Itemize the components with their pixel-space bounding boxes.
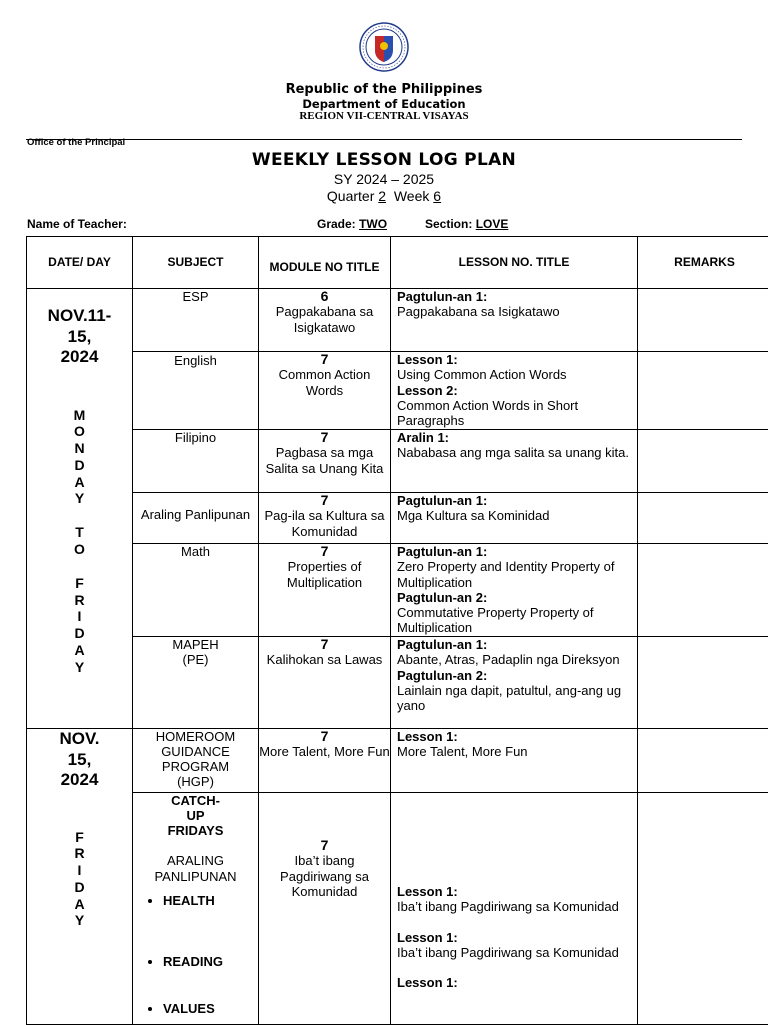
catchup-bullet: • READING bbox=[163, 954, 258, 969]
lesson-cell bbox=[391, 637, 638, 729]
lesson-cell bbox=[391, 729, 638, 793]
date-line: NOV. bbox=[27, 729, 132, 750]
module-cell bbox=[259, 637, 391, 729]
subject-cell: HOMEROOM GUIDANCE PROGRAM (HGP) bbox=[133, 729, 259, 793]
lesson-cell bbox=[391, 352, 638, 430]
header-divider bbox=[26, 139, 742, 140]
day-letter: I bbox=[27, 862, 132, 879]
date-line: 15, bbox=[27, 327, 132, 348]
lesson-label: Pagtulun-an 2: bbox=[397, 668, 633, 683]
teacher-label: Name of Teacher: bbox=[27, 217, 127, 231]
day-letter: F bbox=[27, 829, 132, 846]
table-row bbox=[27, 289, 768, 352]
lesson-label: Lesson 1: bbox=[397, 975, 633, 990]
day-letter bbox=[27, 558, 132, 575]
table-row bbox=[27, 637, 768, 729]
table-row bbox=[27, 793, 768, 1025]
remarks-cell bbox=[638, 637, 768, 729]
module-cell bbox=[259, 493, 391, 544]
remarks-cell bbox=[638, 793, 768, 1025]
catchup-ap-subject: ARALING PANLIPUNAN bbox=[133, 853, 258, 884]
module-title: More Talent, More Fun bbox=[259, 744, 390, 760]
quarter-week bbox=[0, 188, 768, 204]
remarks-cell bbox=[638, 544, 768, 637]
document-title: WEEKLY LESSON LOG PLAN bbox=[0, 150, 768, 170]
section-info bbox=[425, 217, 508, 231]
department-heading: Department of Education bbox=[0, 97, 768, 111]
day-letter: R bbox=[27, 845, 132, 862]
column-header: MODULE NO TITLE bbox=[259, 237, 391, 289]
catchup-bullet: • HEALTH bbox=[163, 893, 258, 908]
module-cell bbox=[259, 430, 391, 493]
subject-cell: Araling Panlipunan bbox=[133, 493, 259, 544]
day-letter: R bbox=[27, 592, 132, 609]
lesson-text: Iba’t ibang Pagdiriwang sa Komunidad bbox=[397, 899, 633, 914]
lesson-label: Lesson 1: bbox=[397, 930, 633, 945]
table-row bbox=[27, 729, 768, 793]
quarter-value: 2 bbox=[378, 188, 386, 204]
module-number: 7 bbox=[259, 430, 390, 445]
module-cell bbox=[259, 793, 391, 1025]
lesson-text: Using Common Action Words bbox=[397, 367, 633, 382]
lesson-cell bbox=[391, 493, 638, 544]
module-number: 7 bbox=[259, 838, 390, 853]
table-row bbox=[27, 544, 768, 637]
date-line: 2024 bbox=[27, 347, 132, 368]
section-value: LOVE bbox=[476, 217, 509, 231]
lesson-log-table bbox=[26, 236, 768, 1025]
grade-info bbox=[317, 217, 387, 231]
column-header: SUBJECT bbox=[133, 237, 259, 289]
remarks-cell bbox=[638, 289, 768, 352]
region-heading: REGION VII-CENTRAL VISAYAS bbox=[0, 110, 768, 122]
subject-cell: ESP bbox=[133, 289, 259, 352]
grade-label: Grade: bbox=[317, 217, 356, 231]
lesson-label: Pagtulun-an 1: bbox=[397, 493, 633, 508]
catchup-bullet: • VALUES bbox=[163, 1001, 258, 1016]
module-title: Common Action Words bbox=[259, 367, 390, 398]
catchup-subject-cell bbox=[133, 793, 259, 1025]
lesson-text: Mga Kultura sa Kominidad bbox=[397, 508, 633, 523]
remarks-cell bbox=[638, 493, 768, 544]
lesson-cell bbox=[391, 289, 638, 352]
day-letter: N bbox=[27, 440, 132, 457]
lesson-cell bbox=[391, 544, 638, 637]
section-label: Section: bbox=[425, 217, 472, 231]
grade-value: TWO bbox=[359, 217, 387, 231]
module-title: Pag-ila sa Kultura sa Komunidad bbox=[259, 508, 390, 539]
day-letter: T bbox=[27, 524, 132, 541]
column-header: REMARKS bbox=[638, 237, 768, 289]
module-number: 7 bbox=[259, 493, 390, 508]
module-cell bbox=[259, 544, 391, 637]
day-letter: O bbox=[27, 423, 132, 440]
lesson-cell bbox=[391, 793, 638, 1025]
day-letter: Y bbox=[27, 490, 132, 507]
table-row bbox=[27, 352, 768, 430]
catchup-title: CATCH-UP FRIDAYS bbox=[133, 793, 258, 838]
quarter-label: Quarter bbox=[327, 188, 374, 204]
day-letter: Y bbox=[27, 659, 132, 676]
day-letter: A bbox=[27, 474, 132, 491]
lesson-label: Lesson 1: bbox=[397, 729, 633, 744]
module-number: 7 bbox=[259, 637, 390, 652]
module-number: 7 bbox=[259, 544, 390, 559]
table-header-row bbox=[27, 237, 768, 289]
remarks-cell bbox=[638, 352, 768, 430]
school-year: SY 2024 – 2025 bbox=[0, 171, 768, 187]
lesson-text: Nababasa ang mga salita sa unang kita. bbox=[397, 445, 633, 460]
lesson-label: Pagtulun-an 1: bbox=[397, 289, 633, 304]
day-letter: O bbox=[27, 541, 132, 558]
lesson-label: Lesson 1: bbox=[397, 884, 633, 899]
module-number: 7 bbox=[259, 729, 390, 744]
lesson-label: Pagtulun-an 2: bbox=[397, 590, 633, 605]
lesson-text: Commutative Property Property of Multiplication bbox=[397, 605, 633, 636]
column-header: LESSON NO. TITLE bbox=[391, 237, 638, 289]
lesson-text: Iba’t ibang Pagdiriwang sa Komunidad bbox=[397, 945, 633, 960]
lesson-text: Pagpakabana sa Isigkatawo bbox=[397, 304, 633, 319]
table-row bbox=[27, 493, 768, 544]
week-label: Week bbox=[394, 188, 430, 204]
day-letter: A bbox=[27, 642, 132, 659]
module-cell bbox=[259, 289, 391, 352]
module-title: Kalihokan sa Lawas bbox=[259, 652, 390, 668]
office-label: Office of the Principal bbox=[27, 137, 125, 148]
date-cell-friday bbox=[27, 729, 133, 1025]
subject-cell: Math bbox=[133, 544, 259, 637]
day-letter bbox=[27, 507, 132, 524]
day-letter: D bbox=[27, 625, 132, 642]
module-number: 7 bbox=[259, 352, 390, 367]
day-letter: F bbox=[27, 575, 132, 592]
day-letter: I bbox=[27, 608, 132, 625]
deped-seal-logo bbox=[359, 22, 409, 72]
module-number: 6 bbox=[259, 289, 390, 304]
module-cell bbox=[259, 729, 391, 793]
column-header: DATE/ DAY bbox=[27, 237, 133, 289]
module-title: Pagbasa sa mga Salita sa Unang Kita bbox=[259, 445, 390, 476]
subject-cell: Filipino bbox=[133, 430, 259, 493]
republic-heading: Republic of the Philippines bbox=[0, 82, 768, 97]
date-line: 2024 bbox=[27, 770, 132, 791]
day-letter: Y bbox=[27, 912, 132, 929]
lesson-label: Lesson 1: bbox=[397, 352, 633, 367]
lesson-label: Pagtulun-an 1: bbox=[397, 544, 633, 559]
lesson-label: Pagtulun-an 1: bbox=[397, 637, 633, 652]
module-title: Pagpakabana sa Isigkatawo bbox=[259, 304, 390, 335]
lesson-text: Abante, Atras, Padaplin nga Direksyon bbox=[397, 652, 633, 667]
day-letter: D bbox=[27, 457, 132, 474]
lesson-text: Zero Property and Identity Property of Multiplication bbox=[397, 559, 633, 590]
date-cell-week bbox=[27, 289, 133, 729]
lesson-text: More Talent, More Fun bbox=[397, 744, 633, 759]
module-title: Iba’t ibang Pagdiriwang sa Komunidad bbox=[259, 853, 390, 900]
date-line: 15, bbox=[27, 750, 132, 771]
lesson-text: Lainlain nga dapit, patultul, ang-ang ug yano bbox=[397, 683, 633, 714]
lesson-label: Lesson 2: bbox=[397, 383, 633, 398]
subject-cell: MAPEH (PE) bbox=[133, 637, 259, 729]
day-letter: A bbox=[27, 896, 132, 913]
lesson-text: Common Action Words in Short Paragraphs bbox=[397, 398, 633, 429]
date-line: NOV.11- bbox=[27, 306, 132, 327]
week-value: 6 bbox=[433, 188, 441, 204]
day-letter: M bbox=[27, 407, 132, 424]
day-letter: D bbox=[27, 879, 132, 896]
lesson-cell bbox=[391, 430, 638, 493]
subject-cell: English bbox=[133, 352, 259, 430]
module-title: Properties of Multiplication bbox=[259, 559, 390, 590]
remarks-cell bbox=[638, 729, 768, 793]
remarks-cell bbox=[638, 430, 768, 493]
module-cell bbox=[259, 352, 391, 430]
lesson-label: Aralin 1: bbox=[397, 430, 633, 445]
table-row bbox=[27, 430, 768, 493]
